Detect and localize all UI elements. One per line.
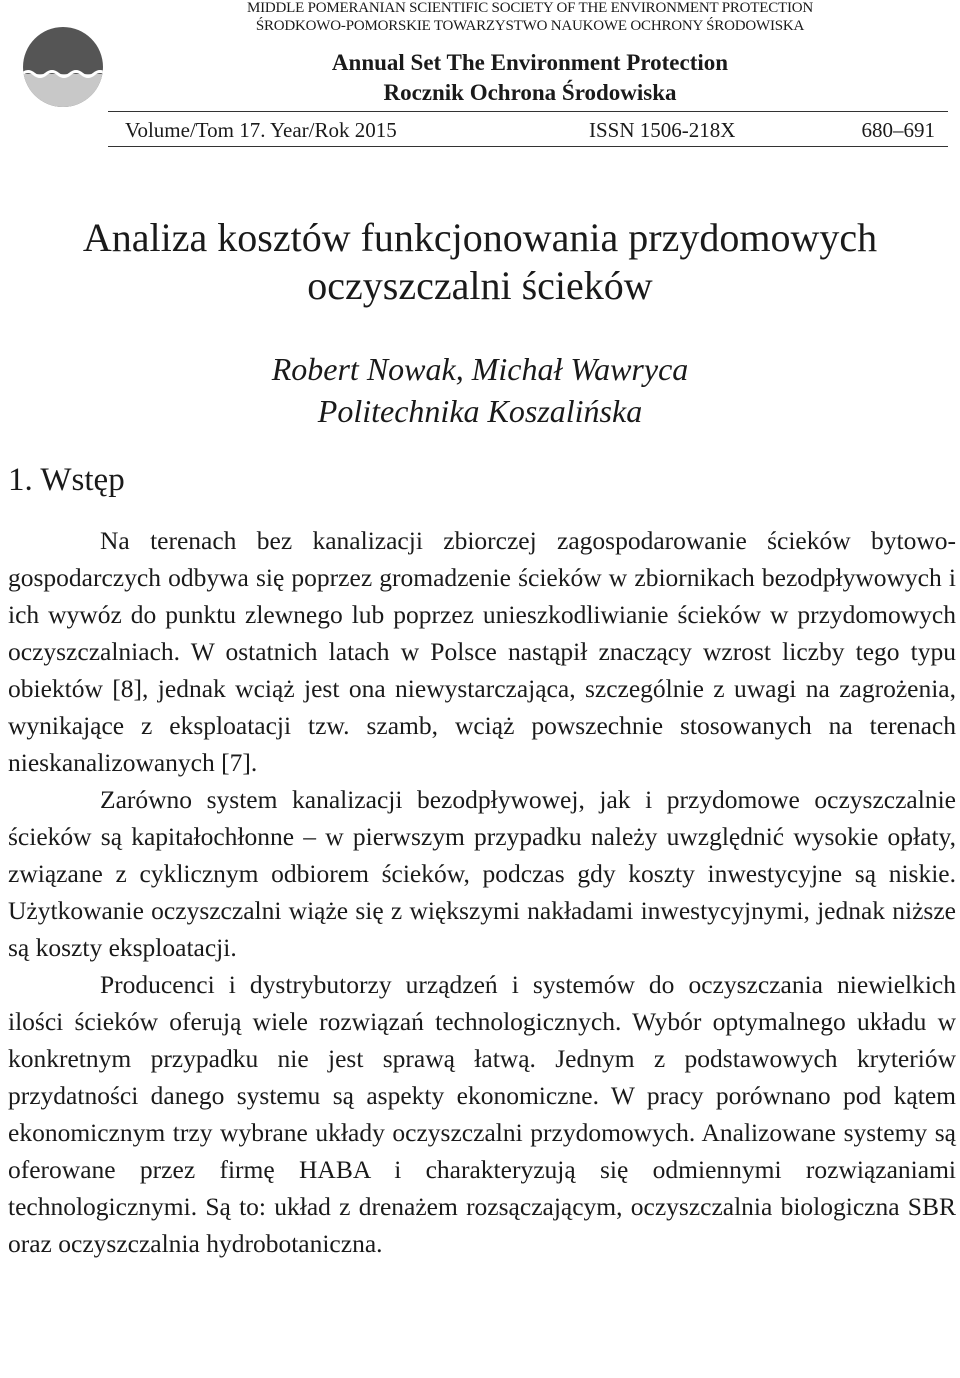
- section-heading: 1. Wstęp: [8, 462, 125, 498]
- page-range: 680–691: [861, 118, 935, 142]
- article-title: [0, 214, 960, 310]
- journal-title-pl: Rocznik Ochrona Środowiska: [383, 80, 677, 105]
- header-divider-top: [108, 111, 948, 112]
- society-name-en: MIDDLE POMERANIAN SCIENTIFIC SOCIETY OF THE ENVIRONMENT PROTECTION: [246, 0, 814, 16]
- paragraph: Producenci i dystrybutorzy urządzeń i systemów do oczyszczania niewielkich ilości ścieków oferują wiele rozwiązań technologicznych. Wybór optymalnego układu w konkretnym przypadku nie jest sprawą łatwą. Jednym z podstawowych kryteriów przydatności danego systemu są aspekty ekonomiczne. W pracy porównano pod kątem ekonomicznym trzy wybrane układy oczyszczalni przydomowych. Analizowane systemy są oferowane przez firmę HABA i charakteryzują się odmiennymi rozwiązaniami technologicznymi. Są to: układ z drenażem rozsączającym, oczyszczalnia biologiczna SBR oraz oczyszczalnia hydrobotaniczna.: [8, 970, 956, 1258]
- article-title-line-1: Analiza kosztów funkcjonowania przydomowych: [82, 215, 878, 260]
- author-block: [0, 348, 960, 432]
- authors: Robert Nowak, Michał Wawryca: [271, 351, 689, 387]
- article-title-line-2: oczyszczalni ścieków: [307, 263, 653, 308]
- society-name-pl: ŚRODKOWO-POMORSKIE TOWARZYSTWO NAUKOWE OCHRONY ŚRODOWISKA: [255, 18, 805, 34]
- affiliation: Politechnika Koszalińska: [317, 393, 643, 429]
- society-logo-icon: [22, 26, 104, 108]
- paragraph: Na terenach bez kanalizacji zbiorczej zagospodarowanie ścieków bytowo-gospodarczych odbywa się poprzez gromadzenie ścieków w zbiornikach bezodpływowych i ich wywóz do punktu zlewnego lub poprzez unieszkodliwianie ścieków w przydomowych oczyszczalniach. W ostatnich latach w Polsce nastąpił znaczący wzrost liczby tego typu obiektów [8], jednak wciąż jest ona niewystarczająca, szczególnie z uwagi na zagrożenia, wynikające z eksploatacji tzw. szamb, wciąż powszechnie stosowanych na terenach nieskanalizowanych [7].: [8, 526, 956, 777]
- volume-info-row: [125, 115, 935, 145]
- paragraph: Zarówno system kanalizacji bezodpływowej, jak i przydomowe oczyszczalnie ścieków są kapitałochłonne – w pierwszym przypadku należy uwzględnić wysokie opłaty, związane z cyklicznym odbiorem ścieków, podczas gdy koszty inwestycyjne są niskie. Użytkowanie oczyszczalni wiąże się z większymi nakładami inwestycyjnymi, jednak niższe są koszty eksploatacji.: [8, 785, 956, 962]
- issn: ISSN 1506-218X: [589, 118, 736, 142]
- journal-title-en: Annual Set The Environment Protection: [331, 50, 729, 75]
- volume-year: Volume/Tom 17. Year/Rok 2015: [125, 118, 397, 142]
- header-divider-bottom: [108, 146, 948, 147]
- section-body: [8, 522, 956, 1262]
